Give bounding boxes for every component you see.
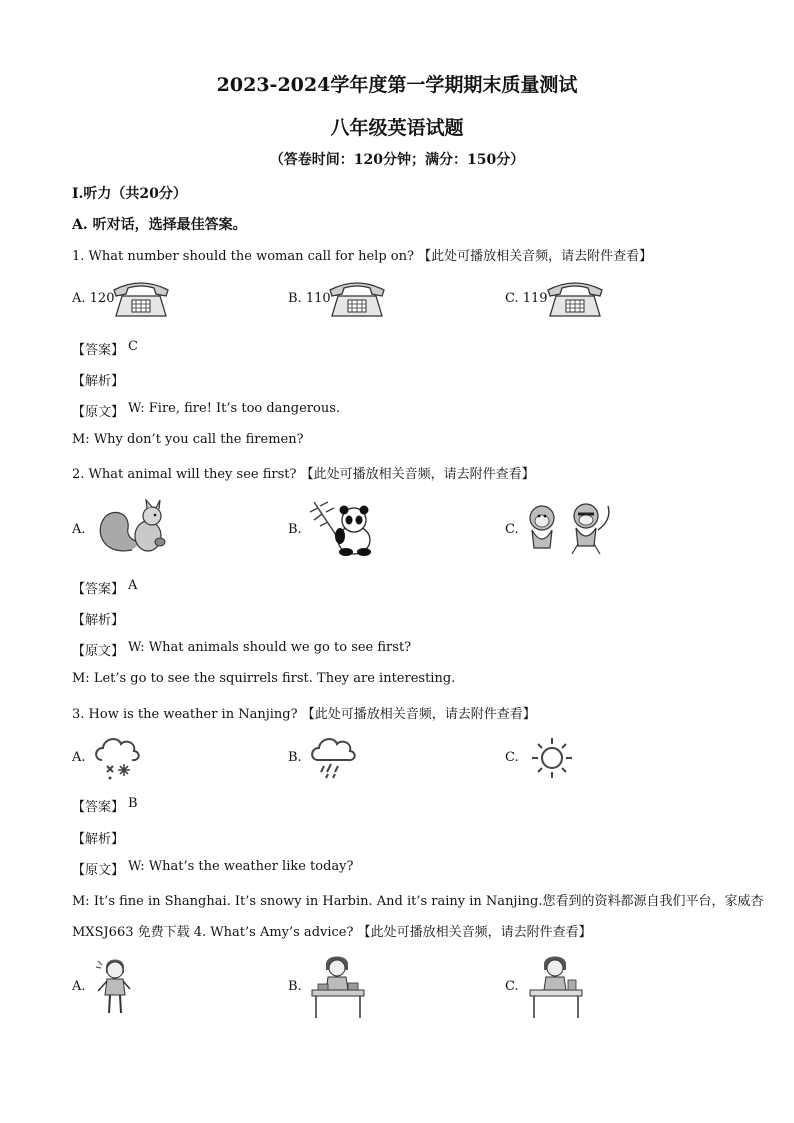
q3-option-a: A. [72, 750, 86, 765]
exam-info: （答卷时间：120分钟；满分：150分） [269, 152, 525, 168]
transcript-text: W: What’s the weather like today? [128, 859, 354, 874]
telephone-icon [110, 278, 172, 318]
answer-value: A [128, 578, 138, 593]
question-2-stem: 2. What animal will they see first? 【此处可播放相关音频，请去附件查看】 [72, 467, 535, 482]
answer-value: B [128, 796, 138, 811]
question-3-stem: 3. How is the weather in Nanjing? 【此处可播放相关音频，请去附件查看】 [72, 707, 536, 722]
q4-stem-line: MXSJ663 免费下载 4. What’s Amy’s advice? 【此处可播放相关音频，请去附件查看】 [72, 925, 592, 940]
q1-answer [72, 339, 138, 358]
q3-analysis-label: 【解析】 [72, 832, 125, 847]
q2-original-line-1 [72, 640, 411, 659]
q1-option-a: A. 120 [72, 291, 115, 306]
sun-icon [528, 734, 576, 782]
q2-original-line-2: M: Let’s go to see the squirrels first. They are interesting. [72, 671, 456, 686]
girl-standing-icon [92, 953, 138, 1017]
snow-cloud-icon [92, 730, 142, 780]
section-heading: Ⅰ.听力（共20分） [72, 186, 187, 202]
q3-original-line-1 [72, 859, 354, 878]
q2-option-a: A. [72, 522, 86, 537]
panda-icon [308, 498, 388, 558]
exam-subtitle: 八年级英语试题 [330, 117, 464, 139]
q2-answer [72, 578, 137, 597]
answer-label: 【答案】 [72, 582, 125, 597]
q3-option-b: B. [288, 750, 302, 765]
telephone-icon [544, 278, 606, 318]
girl-at-desk-icon [308, 950, 368, 1020]
q2-option-b: B. [288, 522, 302, 537]
q3-option-c: C. [505, 750, 519, 765]
original-label: 【原文】 [72, 863, 125, 878]
q3-original-line-2: M: It’s fine in Shanghai. It’s snowy in Harbin. And it’s rainy in Nanjing.您看到的资料都源自我们平台，家威杏 [72, 894, 764, 909]
q3-answer [72, 796, 138, 815]
answer-label: 【答案】 [72, 800, 125, 815]
q2-option-c: C. [505, 522, 519, 537]
squirrel-icon [92, 498, 172, 558]
q4-option-a: A. [72, 979, 86, 994]
q1-option-b: B. 110 [288, 291, 331, 306]
answer-label: 【答案】 [72, 343, 125, 358]
q4-option-c: C. [505, 979, 519, 994]
girl-at-desk-icon [526, 950, 586, 1020]
q1-analysis-label: 【解析】 [72, 374, 125, 389]
original-label: 【原文】 [72, 644, 125, 659]
answer-value: C [128, 339, 138, 354]
q1-option-c: C. 119 [505, 291, 548, 306]
q2-analysis-label: 【解析】 [72, 613, 125, 628]
monkeys-icon [524, 500, 616, 556]
q4-option-b: B. [288, 979, 302, 994]
transcript-text: W: What animals should we go to see first? [128, 640, 412, 655]
original-label: 【原文】 [72, 405, 125, 420]
part-a-heading: A. 听对话，选择最佳答案。 [72, 217, 247, 233]
telephone-icon [326, 278, 388, 318]
q1-original-line-2: M: Why don’t you call the firemen? [72, 432, 304, 447]
rain-cloud-icon [308, 730, 358, 780]
q1-original-line-1 [72, 401, 340, 420]
question-1-stem: 1. What number should the woman call for help on? 【此处可播放相关音频，请去附件查看】 [72, 249, 653, 264]
exam-title: 2023-2024学年度第一学期期末质量测试 [216, 74, 578, 96]
transcript-text: W: Fire, fire! It’s too dangerous. [128, 401, 341, 416]
